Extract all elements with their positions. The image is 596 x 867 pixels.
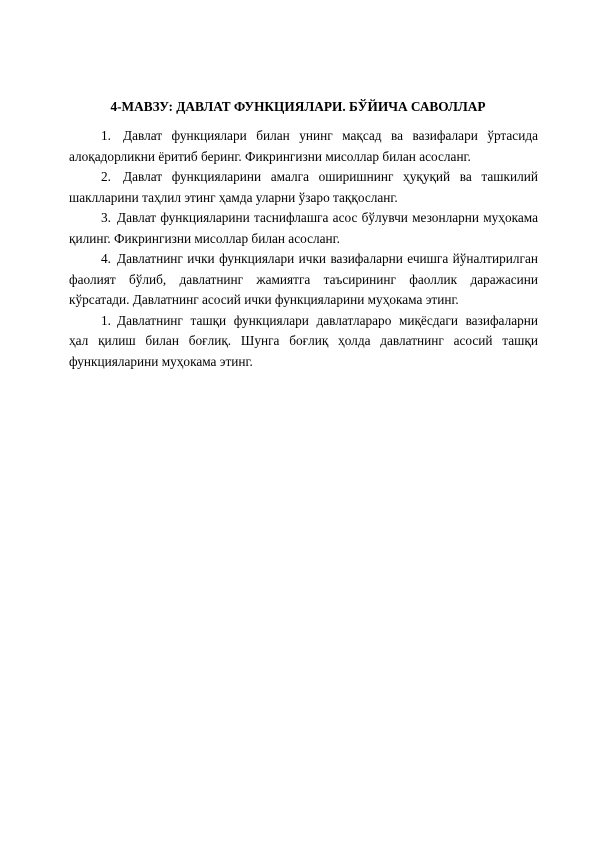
question-number: 1.	[101, 312, 111, 328]
question-item	[69, 167, 538, 208]
question-number: 4.	[101, 251, 111, 266]
question-text: Давлатнинг ички функциялари ички вазифаларни ечишга йўналтирилган фаолият бўлиб, давлатнинг жамиятга таъсирининг фаоллик даражасини кўрсатади. Давлатнинг асосий ички функцияларини муҳокама этинг.	[69, 251, 538, 307]
question-text: Давлатнинг ташқи функциялари давлатлараро миқёсдаги вазифаларни ҳал қилиш билан боғлиқ. Шунга боғлиқ ҳолда давлатнинг асосий ташқи функцияларини муҳокама этинг.	[69, 312, 538, 369]
question-item	[69, 126, 538, 167]
question-item	[69, 208, 538, 249]
questions-list	[69, 126, 538, 372]
question-item	[69, 311, 538, 373]
question-text: Давлат функциялари билан унинг мақсад ва вазифалари ўртасида алоқадорликни ёритиб беринг. Фикрингизни мисоллар билан асосланг.	[69, 128, 538, 164]
question-number: 2.	[101, 169, 111, 184]
question-text: Давлат функцияларини амалга оширишнинг ҳуқуқий ва ташкилий шаклларини таҳлил этинг ҳамда уларни ўзаро таққосланг.	[69, 169, 538, 205]
question-text: Давлат функцияларини таснифлашга асос бўлувчи мезонларни муҳокама қилинг. Фикрингизни мисоллар билан асосланг.	[69, 210, 538, 246]
document-title: 4-МАВЗУ: ДАВЛАТ ФУНКЦИЯЛАРИ. БЎЙИЧА САВОЛЛАР	[110, 99, 486, 114]
question-number: 1.	[101, 128, 111, 143]
question-item	[69, 249, 538, 311]
question-number: 3.	[101, 210, 111, 225]
